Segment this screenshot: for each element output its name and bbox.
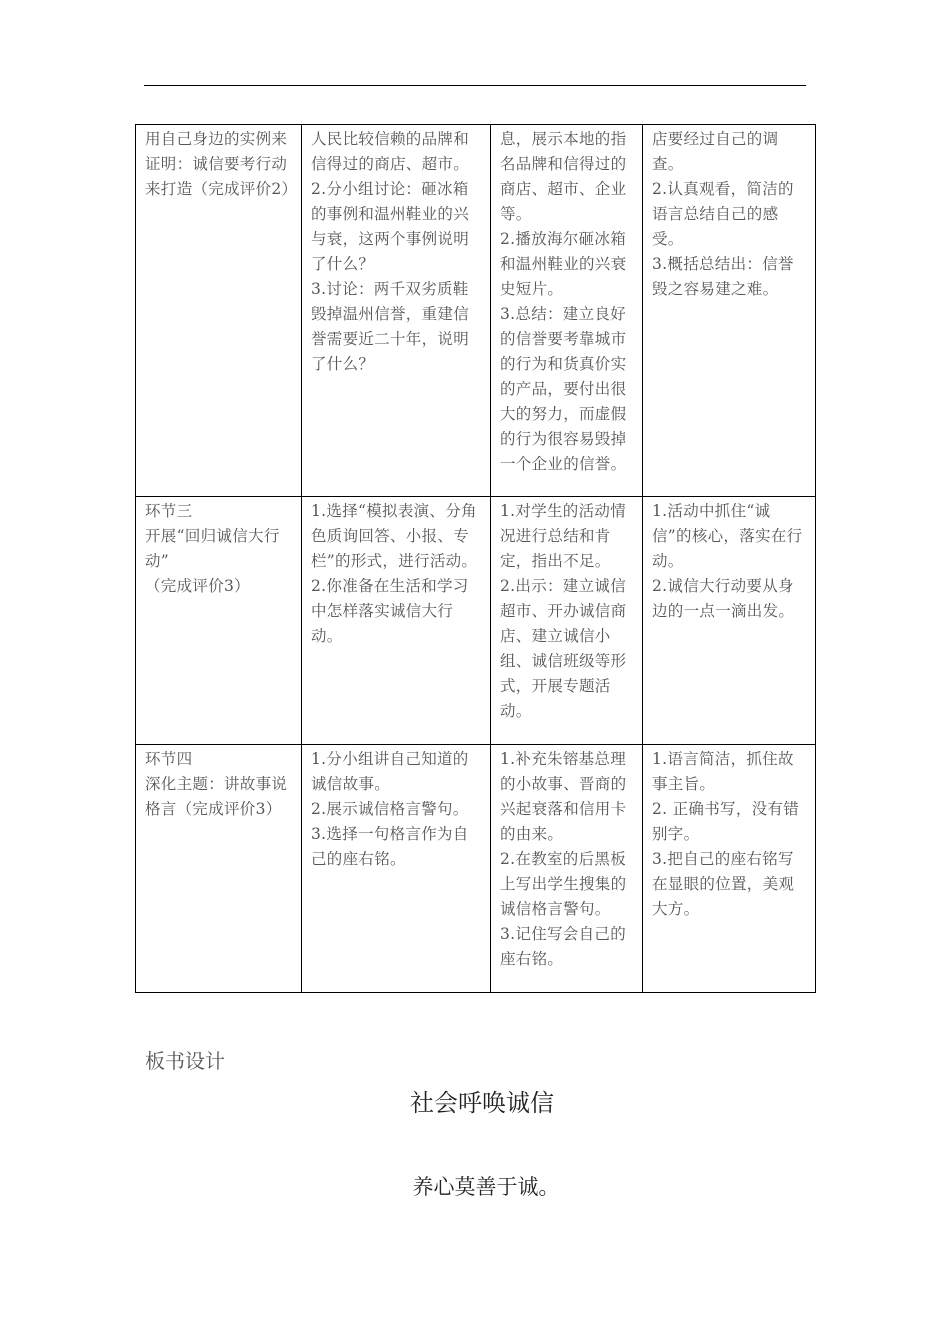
cell-student-activity <box>302 497 491 745</box>
cell-text: 1.对学生的活动情况进行总结和肯定，指出不足。 <box>500 502 626 570</box>
board-motto: 养心莫善于诚。 <box>412 1175 560 1199</box>
cell-text: 人民比较信赖的品牌和信得过的商店、超市。 <box>311 130 470 173</box>
cell-step <box>136 745 302 993</box>
cell-text: 环节四 <box>145 750 193 768</box>
cell-text: 3.概括总结出：信誉毁之容易建之难。 <box>652 255 794 298</box>
table-row <box>136 745 816 993</box>
cell-text: 3.选择一句格言作为自己的座右铭。 <box>311 825 469 868</box>
board-title: 社会呼唤诚信 <box>410 1089 554 1117</box>
cell-text: 1.分小组讲自己知道的诚信故事。 <box>311 750 469 793</box>
cell-text: 3.记住写会自己的座右铭。 <box>500 925 626 968</box>
cell-text: 2. 正确书写，没有错别字。 <box>652 800 800 843</box>
cell-step <box>136 497 302 745</box>
cell-text: 环节三 <box>145 502 193 520</box>
cell-teacher-activity <box>491 125 643 497</box>
cell-text: 2.分小组讨论：砸冰箱的事例和温州鞋业的兴与衰，这两个事例说明了什么？ <box>311 180 470 273</box>
cell-text: 2.你准备在生活和学习中怎样落实诚信大行动。 <box>311 577 469 645</box>
table-row <box>136 125 816 497</box>
cell-student-activity <box>302 745 491 993</box>
cell-text: 2.在教室的后黑板上写出学生搜集的诚信格言警句。 <box>500 850 627 918</box>
cell-text: 深化主题：讲故事说格言（完成评价3） <box>145 775 288 818</box>
cell-text: 1.活动中抓住“诚信”的核心，落实在行动。 <box>652 502 803 570</box>
cell-teacher-activity <box>491 745 643 993</box>
cell-text: 1.选择“模拟表演、分角色质询回答、小报、专栏”的形式，进行活动。 <box>311 502 478 570</box>
table-row <box>136 497 816 745</box>
cell-evaluation <box>643 745 816 993</box>
cell-evaluation <box>643 497 816 745</box>
cell-evaluation <box>643 125 816 497</box>
cell-text: 店要经过自己的调查。 <box>652 130 779 173</box>
header-rule <box>144 85 806 86</box>
cell-text: 1.补充朱镕基总理的小故事、晋商的兴起衰落和信用卡的由来。 <box>500 750 627 843</box>
cell-text: 开展“回归诚信大行动” <box>145 527 280 570</box>
cell-text: 2.播放海尔砸冰箱和温州鞋业的兴衰史短片。 <box>500 230 627 298</box>
cell-text: 用自己身边的实例来证明：诚信要考行动来打造（完成评价2） <box>145 130 298 198</box>
cell-text: 2.展示诚信格言警句。 <box>311 800 469 818</box>
cell-text: 3.总结：建立良好的信誉要考靠城市的行为和货真价实的产品，要付出很大的努力，而虚假的行为很容易毁掉一个企业的信誉。 <box>500 305 627 473</box>
cell-text: 3.把自己的座右铭写在显眼的位置，美观大方。 <box>652 850 795 918</box>
lesson-plan-table <box>135 124 816 993</box>
cell-teacher-activity <box>491 497 643 745</box>
cell-text: （完成评价3） <box>145 577 250 595</box>
cell-text: 2.诚信大行动要从身边的一点一滴出发。 <box>652 577 795 620</box>
cell-text: 息，展示本地的指名品牌和信得过的商店、超市、企业等。 <box>500 130 627 223</box>
cell-text: 2.认真观看，简洁的语言总结自己的感受。 <box>652 180 794 248</box>
cell-text: 2.出示：建立诚信超市、开办诚信商店、建立诚信小组、诚信班级等形式，开展专题活动。 <box>500 577 627 720</box>
cell-step <box>136 125 302 497</box>
cell-text: 1.语言简洁，抓住故事主旨。 <box>652 750 794 793</box>
board-design-heading: 板书设计 <box>145 1049 225 1073</box>
cell-text: 3.讨论：两千双劣质鞋毁掉温州信誉，重建信誉需要近二十年，说明了什么？ <box>311 280 470 373</box>
cell-student-activity <box>302 125 491 497</box>
